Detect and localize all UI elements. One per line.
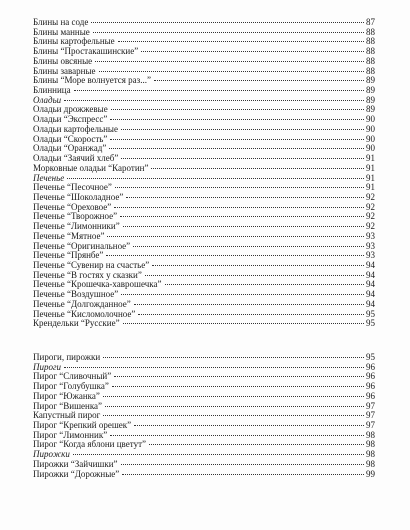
dot-leader [91,22,364,23]
toc-entry-page-number: 90 [366,123,375,134]
toc-entry-title: Печенье “Кисломолочное” [33,308,136,319]
toc-entry-title: Печенье “Мятное” [33,230,105,241]
dot-leader [120,216,364,217]
toc-entry-title: Пирог “Сливочный” [33,371,112,382]
toc-entry-page-number: 94 [366,279,375,290]
dot-leader [134,304,364,305]
toc-entry-title: Печенье [33,172,65,183]
dot-leader [111,109,364,110]
toc-entry-page-number: 98 [366,429,375,440]
toc-entry-page-number: 93 [366,250,375,261]
toc-entry-page-number: 87 [366,17,375,27]
toc-entry-page-number: 88 [366,55,375,66]
toc-entry-page-number: 94 [366,298,375,309]
dot-leader [64,367,364,368]
dot-leader [105,406,364,407]
dot-leader [103,415,364,416]
toc-entry-page-number: 96 [366,381,375,392]
dot-leader [95,61,364,62]
toc-entry [33,76,375,86]
toc-entry-page-number: 88 [366,26,375,37]
toc-entry-title: Блины картофельные [33,36,115,47]
toc-entry-page-number: 97 [366,410,375,421]
dot-leader [134,425,364,426]
toc-entry-page-number: 94 [366,269,375,280]
toc-entry-page-number: 89 [366,85,375,96]
dot-leader [149,444,364,445]
toc-entry-page-number: 93 [366,240,375,251]
toc-entry-title: Печенье “Оригинальное” [33,240,131,251]
toc-entry [33,440,375,450]
toc-entry-title: Оладьи картофельные [33,123,118,134]
toc-entry-title: Оладьи дрожжевые [33,104,108,115]
toc-entry-title: Пироги [33,361,62,372]
toc-entry-title: Оладьи “Оранжад” [33,143,107,154]
dot-leader [121,294,364,295]
toc-entry-title: Оладьи “Экспресс” [33,114,108,125]
toc-entry-title: Блины овсяные [33,55,93,66]
toc-entry-title: Печенье “Лимонники” [33,221,120,232]
dot-leader [64,100,364,101]
dot-leader [121,158,364,159]
toc-entry-page-number: 91 [366,172,375,183]
dot-leader [110,435,364,436]
toc-entry-title: Оладьи “Скорость” [33,133,108,144]
toc-entry-page-number: 96 [366,390,375,401]
dot-leader [121,129,364,130]
toc-entry-title: Пирожки [33,449,70,460]
dot-leader [145,275,364,276]
toc-entry [33,470,375,480]
toc-entry [33,164,375,174]
dot-leader [67,178,364,179]
toc-entry-title: Блины “Море волнуется раз...” [33,75,151,86]
toc-entry-title: Печенье “Песочное” [33,182,112,193]
dot-leader [112,386,364,387]
toc-entry-title: Блины на соде [33,17,89,27]
dot-leader [114,376,364,377]
dot-leader [110,119,364,120]
dot-leader [118,41,364,42]
toc-entry-title: Печенье “Шоколадное” [33,191,124,202]
dot-leader [126,197,364,198]
dot-leader [109,148,364,149]
toc-entry-page-number: 90 [366,133,375,144]
toc-entry-title: Пироги, пирожки [33,352,101,362]
dot-leader [154,80,364,81]
toc-entry-page-number: 97 [366,420,375,431]
toc-entry-title: Оладьи [33,94,62,105]
toc-entry-title: Пирог “Южанка” [33,390,100,401]
toc-entry-title: Пирог “Вишенка” [33,400,103,411]
toc-entry-page-number: 89 [366,104,375,115]
toc-entry-page-number: 91 [366,153,375,164]
toc-entry-page-number: 90 [366,143,375,154]
dot-leader [121,464,364,465]
toc-entry-page-number: 92 [366,211,375,222]
toc-entry-title: Печенье “Ореховое” [33,201,112,212]
dot-leader [133,246,364,247]
toc-entry-page-number: 95 [366,352,375,362]
dot-leader [165,284,365,285]
dot-leader [93,32,364,33]
toc-entry-page-number: 88 [366,46,375,57]
toc-entry-title: Пирог “Голубушка” [33,381,109,392]
toc-entry-page-number: 96 [366,361,375,372]
toc-entry-title: Блинница [33,85,71,96]
dot-leader [123,226,364,227]
dot-leader [122,474,364,475]
toc-entry-title: Блины заварные [33,65,96,76]
dot-leader [141,51,364,52]
dot-leader [103,357,364,358]
toc-entry-page-number: 93 [366,230,375,241]
toc-entry-title: Пирог “Лимонник” [33,429,108,440]
toc-entry-page-number: 95 [366,308,375,319]
toc-entry-title: Капустный пирог [33,410,101,421]
toc-entry-page-number: 94 [366,289,375,300]
dot-leader [110,139,364,140]
dot-leader [152,265,364,266]
dot-leader [123,323,364,324]
dot-leader [138,314,364,315]
toc-entry-page-number: 91 [366,162,375,173]
toc-entry-page-number: 95 [366,318,375,329]
toc-entry-title: Пирог “Когда яблони цветут” [33,439,146,450]
toc-entry-title: Морковные оладьи “Каротин” [33,162,149,173]
toc-entry-title: Пирожки “Дорожные” [33,468,120,479]
toc-entry-page-number: 96 [366,371,375,382]
toc-entry-page-number: 88 [366,65,375,76]
toc-entry [33,86,375,96]
toc-entry-page-number: 94 [366,259,375,270]
toc-entry-page-number: 97 [366,400,375,411]
toc-entry-page-number: 98 [366,458,375,469]
toc-entry-title: Печенье “В гостях у сказки” [33,269,142,280]
dot-leader [106,255,364,256]
toc-entry-page-number: 98 [366,449,375,460]
dot-leader [99,71,364,72]
toc-entry-title: Печенье “Долгожданное” [33,298,131,309]
toc-entry [33,353,375,363]
toc-entry [33,319,375,329]
toc-entry-title: Блины манные [33,26,90,37]
toc-entry-page-number: 92 [366,201,375,212]
dot-leader [103,396,364,397]
toc-entry-title: Печенье “Сувенир на счастье” [33,259,150,270]
toc-entry-page-number: 91 [366,182,375,193]
toc-entry-title: Печенье “Прянбе” [33,250,104,261]
toc-entry-title: Блины “Простакашинские” [33,46,139,57]
toc-entry-title: Пирог “Крепкий орешек” [33,420,132,431]
table-of-contents-part-2 [33,353,375,479]
toc-entry-title: Оладьи “Заячий хлеб” [33,153,119,164]
toc-entry-page-number: 92 [366,191,375,202]
toc-entry-title: Пирожки “Зайчишки” [33,458,118,469]
toc-entry-page-number: 90 [366,114,375,125]
toc-entry-page-number: 99 [366,468,375,479]
dot-leader [107,236,364,237]
toc-entry-title: Печенье “Воздушное” [33,289,119,300]
dot-leader [74,90,364,91]
toc-entry-title: Печенье “Крошечка-хаврошечка” [33,279,162,290]
toc-entry-title: Крендельки “Русские” [33,318,120,329]
toc-entry-title: Печенье “Творожное” [33,211,118,222]
dot-leader [73,454,364,455]
toc-entry-page-number: 88 [366,36,375,47]
toc-entry-page-number: 89 [366,94,375,105]
dot-leader [151,168,364,169]
toc-entry-page-number: 92 [366,221,375,232]
toc-entry-page-number: 89 [366,75,375,86]
dot-leader [115,187,364,188]
dot-leader [114,207,364,208]
table-of-contents-part-1 [33,18,375,329]
toc-entry-page-number: 98 [366,439,375,450]
